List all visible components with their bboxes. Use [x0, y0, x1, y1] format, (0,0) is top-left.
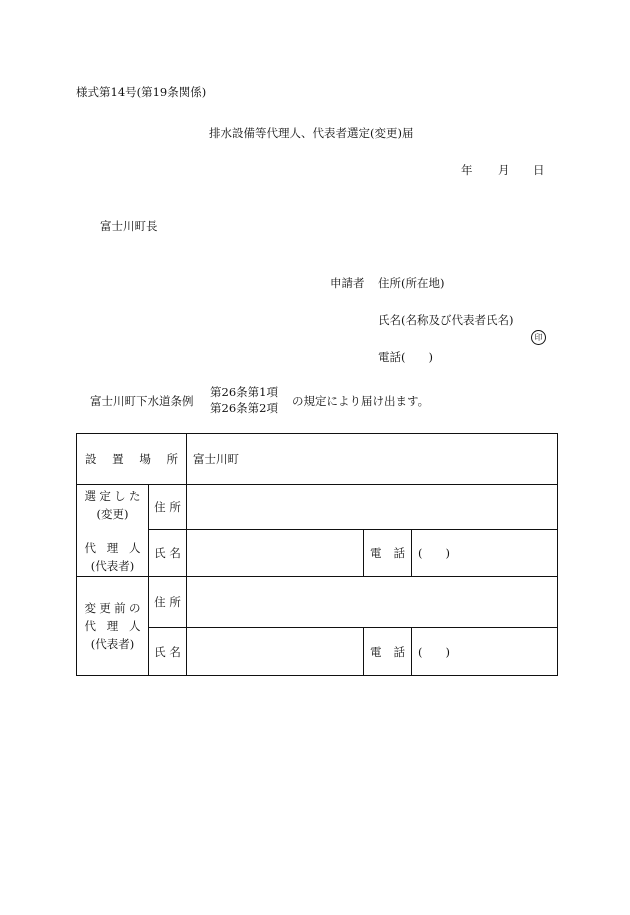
selected-agent-address-field[interactable] [187, 485, 558, 530]
previous-agent-phone-label: 電 話 [364, 628, 412, 676]
ordinance-name: 富士川町下水道条例 [90, 394, 194, 408]
selected-agent-name-label: 氏 名 [149, 530, 187, 577]
previous-agent-name-label: 氏 名 [149, 628, 187, 676]
clause-option-1: 第26条第1項 [210, 385, 278, 399]
statement-suffix: の規定により届け出ます。 [292, 394, 430, 408]
applicant-address-label: 住所(所在地) [378, 276, 445, 290]
ordinance-clauses [210, 384, 278, 416]
previous-agent-label: 変 更 前 の 代 理 人 (代表者) [77, 577, 149, 676]
install-location-label: 設 置 場 所 [77, 434, 187, 485]
previous-agent-name-field[interactable] [187, 628, 364, 676]
clause-option-2: 第26条第2項 [210, 401, 278, 415]
install-location-value[interactable]: 富士川町 [187, 434, 558, 485]
seal-mark: 印 [531, 330, 546, 345]
applicant-name-label: 氏名(名称及び代表者氏名) [378, 313, 514, 327]
selected-agent-address-row [77, 485, 558, 530]
recipient: 富士川町長 [100, 219, 158, 233]
previous-agent-name-row [77, 628, 558, 676]
selected-agent-address-label: 住 所 [149, 485, 187, 530]
selected-agent-phone-label: 電 話 [364, 530, 412, 577]
previous-agent-address-row [77, 577, 558, 628]
install-location-row [77, 434, 558, 485]
applicant-label: 申請者 [330, 276, 365, 290]
date-month-label: 月 [498, 163, 510, 177]
selected-agent-label: 選 定 し た (変更) 代 理 人 (代表者) [77, 485, 149, 577]
selected-agent-phone-field[interactable]: ( ) [412, 530, 558, 577]
form-number: 様式第14号(第19条関係) [76, 85, 207, 99]
date-year-label: 年 [461, 163, 473, 177]
previous-agent-address-field[interactable] [187, 577, 558, 628]
form-table [76, 433, 558, 676]
selected-agent-name-row [77, 530, 558, 577]
previous-agent-phone-field[interactable]: ( ) [412, 628, 558, 676]
date-day-label: 日 [533, 163, 545, 177]
applicant-phone-label: 電話( ) [378, 350, 433, 364]
previous-agent-address-label: 住 所 [149, 577, 187, 628]
selected-agent-name-field[interactable] [187, 530, 364, 577]
document-title: 排水設備等代理人、代表者選定(変更)届 [209, 126, 414, 140]
